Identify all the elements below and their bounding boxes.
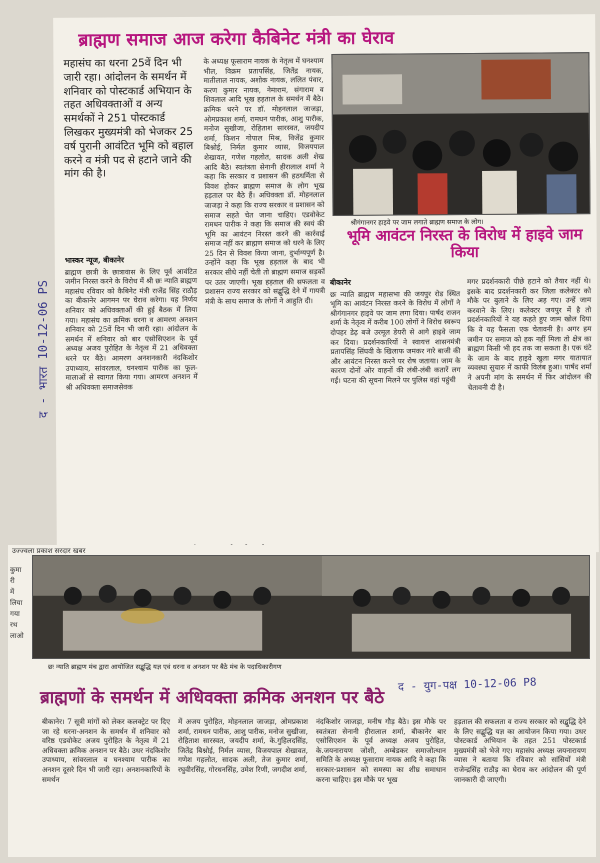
bottom-column-4: हड़ताल की सफलता व राज्य सरकार को सद्बुद्धि देने के लिए सद्बुद्धि यज्ञ का आयोजन किया गया। उधर पोस्टकार्ड अभियान के तहत 251 पोस्टकार्ड मुख्यमंत्री को भेजे गए। महासंघ अध्यक्ष जयनारायण व्यास ने बताया कि रविवार को सांसियों मंत्री राजेन्द्रसिंह राठौड़ का घेराव कर आंदोलन की पूर्ण जानकारी दी जाएगी। <box>454 717 586 784</box>
article-column-1-text: ब्राह्मण छात्री के छात्रावास के लिए पूर्व आवंटित जमीन निरस्त करने के विरोध में श्री छः न्याति ब्राह्मण महासंघ रविवार को कैबिनेट मंत्री राजेंद्र सिंह राठौड़ का बीकानेर आगमन पर घेराव करेगा। यह निर्णय शनिवार को अधिवक्ताओं की हुई बैठक में लिया गया। महासंघ का क्रमिक धरना व आमरण अनशन शनिवार को 25वें दिन भी जारी रहा। आंदोलन के समर्थन में शनिवार को बार एसोसिएशन के पूर्व अध्यक्ष अजय पुरोहित के नेतृत्व में 21 अधिवक्ता धरने पर बैठे। आमरण अनशनकारी नंदकिशोर उपाध्याय, सांवरलाल, घनश्याम पारीक का फूल-मालाओं से स्वागत किया गया। आमरण अनशन में श्री अधिवक्ता समाजसेवक <box>64 266 198 392</box>
article-column-1 <box>65 255 198 392</box>
lead-paragraph: महासंघ का धरना 25वें दिन भी जारी रहा। आंदोलन के समर्थन में शनिवार को पोस्टकार्ड अभियान के तहत अधिवक्ताओं व अन्य समर्थकों ने 251 पोस्टकार्ड लिखकर मुख्यमंत्री को भेजकर 25 वर्ष पुरानी आवंटित भूमि को बहाल करने व मंत्री पद से हटाने जाने की मांग की है। <box>63 57 194 181</box>
crowd-image <box>332 53 589 216</box>
side-margin-text: कुमारी में लिया गया रथ लाओ <box>10 566 24 640</box>
photo-caption-bottom: छः न्याति ब्राह्मण मंच द्वारा आयोजित सद्बुद्धि यज्ञ एवं धरना व अनशन पर बैठे मंच के पदाधिकारीगण <box>48 663 282 671</box>
handwritten-date-bottom: द - युग-पक्ष 10-12-06 P8 <box>397 675 537 694</box>
sub-article-column-1-text: छः न्याति ब्राह्मण महासभा की जयपुर रोड स्थित भूमि का आवंटन निरस्त करने के विरोध में लोगों ने श्रीगंगानगर हाइवे पर जाम लगा दिया। पार्षद राजन शर्मा के नेतृत्व में करीब 100 लोगों ने विरोध स्वरूप दोपहर डेढ़ बजे उरमूल डेयरी से आगे हाइवे जाम कर दिया। प्रदर्शनकारियों ने स्वायत्त शासनमंत्री प्रतापसिंह सिंघवी के खिलाफ जमकर नारे बाजी की और आवंटन निरस्त करने पर रोष जताया। जाम के कारण दोनों ओर वाहनों की लंबी-लंबी कतारें लग गईं। घटना की सूचना मिलने पर पुलिस वहां पहुंची <box>330 288 461 385</box>
bottom-column-3: नंदकिशोर जाजड़ा, मनीष गौड़ बैठे। इस मौके पर स्वतंत्रता सेनानी हीरालाल शर्मा, बीकानेर बार एसोसिएशन के पूर्व अध्यक्ष अजय पुरोहित, के.जयनारायण जोशी, अम्बेडकर समाजोत्थान समिति के अध्यक्ष फूसाराम नायक आदि ने कहा कि सरकार-प्रशासन को समस्या का शीघ्र समाधान करना चाहिए। इस मौके पर भूख <box>316 717 446 784</box>
bottom-column-2: में अजय पुरोहित, मोहनलाल जाजड़ा, ओमप्रकाश शर्मा, रामधन पारीक, आशु पारीक, मनोज सुखीजा, रोहिताश सारस्वत, जयदीप शर्मा, के.गुहिलदसिंह, जितेंद्र बिश्नोई, निर्मल व्यास, विजयपाल शेखावत, गणेश गहलोत, सादक अली, तेज कुमार शर्मा, रघुवीरसिंह, गोरधनसिंह, उमेश रिणी, जगदीश शर्मा, <box>178 717 308 774</box>
newspaper-clipping-top <box>53 14 599 556</box>
sub-dateline: बीकानेर <box>329 277 351 287</box>
article-column-2: के अध्यक्ष फूसाराम नायक के नेतृत्व में घनश्याम भील, विक्रम प्रतापसिंह, जितेंद्र नायक, मातीलाल नायक, अशोक नायक, ललित पंवार, करण कुमार नायक, नेमाराम, संगाराम व शिवलाल आदि भूख हड़ताल के समर्थन में बैठे। क्रमिक धरने पर डॉ. मोहनलाल जाजड़ा, ओमप्रकाश शर्मा, रामधन पारीक, आशु पारीक, मनोज सुखीजा, रोहिताश सारस्वत, जयदीप शर्मा, किशन गोपाल मिश्र, विजेंद्र कुमार बिश्नोई, निर्मल कुमार व्यास, विजयपाल शेखावत, गणेश गहलोत, सादक अली शेख आदि बैठे। स्वतंत्रता सेनानी हीरालाल शर्मा ने कहा कि सरकार व प्रशासन की हठधर्मिता से विवश होकर ब्राह्मण समाज के लोग भूख हड़ताल पर बैठे हैं। अधिवक्ता डॉ. मोहनलाल जाजड़ा ने कहा कि राज्य सरकार व प्रशासन को समाज सहते चेत जाना चाहिए। एडवोकेट रामधन पारीक ने कहा कि समाज की स्वयं की भूमि का आवंटन निरस्त करने की कार्रवाई समाज नहीं कर ब्राह्मण समाज को धरने के लिए 25 दिन से विवश किया जाना, दुर्भाग्यपूर्ण है। उन्होंने कहा कि भूख हड़ताल के बाद भी सरकार सीधे नहीं चेती तो ब्राह्मण समाज सड़कों पर उतर जाएगी। भूख हड़ताल की सफलता व प्रशासन राज्य सरकार को सद्बुद्धि देने में गायत्री मंत्री के साथ समाज के लोगों ने आहुति दी। <box>203 56 326 306</box>
dateline: भास्कर न्यूज, बीकानेर <box>64 255 125 265</box>
headline-top: ब्राह्मण समाज आज करेगा कैबिनेट मंत्री का घेराव <box>78 28 395 51</box>
newspaper-clipping-bottom <box>8 545 596 857</box>
sub-article-column-1 <box>330 277 461 385</box>
left-strip-text: उज्ज्वला प्रकाश सरदार खबर <box>12 547 86 555</box>
handwritten-date-top: द - भारत 10-12-06 PS <box>36 279 50 418</box>
sub-article-column-2: मगर प्रदर्शनकारी पीछे हटाने को तैयार नहीं थे। इसके बाद प्रदर्शनकारी कर जिला कलेक्टर को मौके पर बुलाने के लिए अड़ गए। उन्हें जाम करवाने के लिए। कलेक्टर जयपुर में है तो प्रदर्शनकारियों ने यह कहते हुए जाम खोल दिया कि वे यह फैसला एक चेतावनी है। अगर हम जमीन पर समाज को हक नहीं मिला तो क्षेत्र का ब्राह्मण किसी भी हद तक जा सकता है। एक घंटे के जाम के बाद हाइवे खुला मगर यातायात व्यवस्था सुचारु में काफी विलंब हुआ। पार्षद शर्मा ने अपनी मांग के समर्थन में फिर आंदोलन की चेतावनी दी है। <box>466 276 592 392</box>
bottom-column-1: बीकानेर। 7 सूत्री मांगों को लेकर कलक्ट्रेट पर दिए जा रहे धरना-अनशन के समर्थन में शनिवार को वरिष्ठ एडवोकेट अजय पुरोहित के नेतृत्व में 21 अधिवक्ता क्रमिक अनशन पर बैठे। उधर नंदकिशोर उपाध्याय, सांवरलाल व घनश्याम पारीक का अनशन दूसरे दिन भी जारी रहा। अनशनकारियों के समर्थन <box>42 717 170 784</box>
highway-protest-photo <box>331 52 590 216</box>
seated-gathering-image <box>33 556 589 659</box>
headline-bottom: ब्राह्मणों के समर्थन में अधिवक्ता क्रमिक अनशन पर बैठे <box>40 688 385 708</box>
photo-caption-top: श्रीगंगानगर हाइवे पर जाम लगाते ब्राह्मण समाज के लोग। <box>350 217 484 227</box>
dharna-photo <box>32 555 590 659</box>
subheadline: भूमि आवंटन निरस्त के विरोध में हाइवे जाम किया <box>346 225 583 262</box>
